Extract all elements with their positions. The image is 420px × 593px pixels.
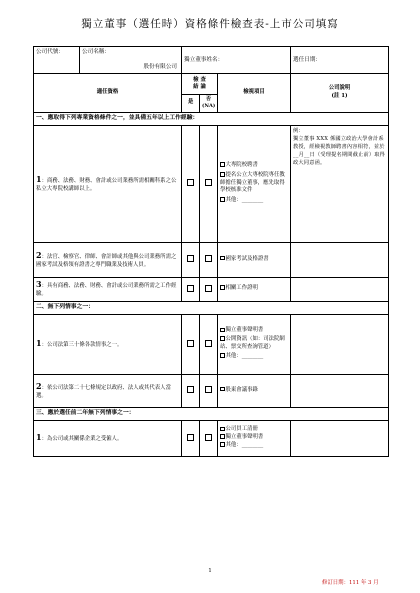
item-text: ：商務、法務、財務、會計或公司業務所需相關科系之公私立大專院校講師以上。 xyxy=(36,177,177,192)
doc-option[interactable]: 大專院校聘書 xyxy=(220,162,288,170)
company-note-cell[interactable]: 例： 獨立董事 XXX 係國立政治大學會計系教授，經檢視教師聘書內容相符，並於__月__日（受理提名期間截止前）取得政大同意函。 xyxy=(291,125,389,242)
qualification-text xyxy=(34,277,182,301)
yes-checkbox[interactable] xyxy=(182,420,200,456)
company-code-label: 公司代號： xyxy=(36,49,64,55)
section-title: 二、無下列情事之一： xyxy=(34,301,389,314)
director-name-label: 獨立董事姓名： xyxy=(184,56,224,63)
yes-header: 是 xyxy=(182,95,200,113)
company-note-cell[interactable] xyxy=(291,420,389,456)
qualification-text xyxy=(34,242,182,277)
no-checkbox[interactable] xyxy=(200,314,218,374)
item-number: 2 xyxy=(36,249,42,260)
yes-checkbox[interactable] xyxy=(182,277,200,301)
no-checkbox[interactable] xyxy=(200,242,218,277)
table-row xyxy=(34,314,389,374)
item-number: 1 xyxy=(36,432,42,443)
doc-option[interactable]: 其他：________ xyxy=(220,197,288,205)
revision-date: 修訂日期：111 年 3 月 xyxy=(322,580,379,586)
section-title: 一、應取得下列專業資格條件之一，並具備五年以上工作經驗： xyxy=(34,112,389,125)
review-result-header: 檢 查 結 論 xyxy=(182,74,218,95)
appointment-date-label: 選任日期： xyxy=(293,56,322,63)
qualification-header: 適任資格 xyxy=(34,74,182,113)
check-items xyxy=(218,242,291,277)
check-items xyxy=(218,277,291,301)
page-title: 獨立董事（選任時）資格條件檢查表-上市公司填寫 xyxy=(81,18,339,30)
section-title: 三、應於選任前二年無下列情事之一： xyxy=(34,407,389,420)
company-note-cell[interactable] xyxy=(291,314,389,374)
no-checkbox[interactable] xyxy=(200,420,218,456)
yes-checkbox[interactable] xyxy=(182,242,200,277)
appointment-date-field[interactable] xyxy=(291,47,389,74)
qualification-text xyxy=(34,374,182,407)
table-row xyxy=(34,374,389,407)
company-info-cell xyxy=(34,47,182,74)
doc-option[interactable]: 獨立董事聲明書 xyxy=(220,434,288,442)
doc-option[interactable]: 相關工作證明 xyxy=(220,285,288,293)
table-row xyxy=(34,125,389,242)
qualification-text xyxy=(34,420,182,456)
doc-option[interactable]: 獨立董事聲明書 xyxy=(220,327,288,335)
company-note-cell[interactable] xyxy=(291,242,389,277)
item-text: ：為公司或其關係企業之受僱人。 xyxy=(41,436,123,443)
item-text: ：公司法第三十條各款情事之一。 xyxy=(41,342,123,349)
no-na-header: 否(NA) xyxy=(200,95,218,113)
doc-option[interactable]: 提名公立大專校院專任教師擔任獨立董事，應先取得學校核准文件 xyxy=(220,171,285,194)
company-note-label: 公司說明 xyxy=(328,84,351,91)
item-text: ：具有商務、法務、財務、會計或公司業務所需之工作經驗。 xyxy=(36,283,177,297)
item-number: 1 xyxy=(36,173,42,184)
qualification-text xyxy=(34,125,182,242)
doc-option[interactable]: 其他：________ xyxy=(220,442,288,450)
check-items xyxy=(218,125,291,242)
item-number: 3 xyxy=(36,279,42,290)
table-row xyxy=(34,420,389,456)
no-checkbox[interactable] xyxy=(200,374,218,407)
doc-option[interactable]: 公開資訊（如：司法院網站、票交所查詢管道） xyxy=(220,336,285,350)
table-row xyxy=(34,242,389,277)
checklist-table xyxy=(33,46,389,457)
company-name-label: 公司名稱： xyxy=(82,49,110,55)
item-number: 2 xyxy=(36,380,42,391)
check-item-header: 檢視項目 xyxy=(218,74,291,113)
yes-checkbox[interactable] xyxy=(182,314,200,374)
item-number: 1 xyxy=(36,338,42,349)
page-number: 1 xyxy=(208,568,212,574)
doc-option[interactable]: 股東會議事錄 xyxy=(220,387,288,395)
check-items xyxy=(218,374,291,407)
company-note-cell[interactable] xyxy=(291,374,389,407)
note-hint: (註 1) xyxy=(331,92,348,99)
header-info-row xyxy=(34,47,389,74)
director-name-field[interactable] xyxy=(182,47,291,74)
item-text: ：依公司法第二十七條規定以政府、法人或其代表人當選。 xyxy=(36,384,171,399)
yes-checkbox[interactable] xyxy=(182,125,200,242)
company-name-suffix: 股份有限公司 xyxy=(143,63,178,70)
table-row xyxy=(34,277,389,301)
item-text: ：法官、檢察官、律師、會計師或其他與公司業務所需之國家考試及格領有證書之專門職業及技術人員。 xyxy=(36,253,177,268)
no-checkbox[interactable] xyxy=(200,125,218,242)
company-name-field[interactable] xyxy=(80,47,181,73)
doc-option[interactable]: 公司員工清冊 xyxy=(220,426,288,434)
company-note-header xyxy=(291,74,389,113)
yes-checkbox[interactable] xyxy=(182,374,200,407)
company-note-cell[interactable] xyxy=(291,277,389,301)
check-items xyxy=(218,420,291,456)
no-checkbox[interactable] xyxy=(200,277,218,301)
doc-option[interactable]: 國家考試及格證書 xyxy=(220,256,288,264)
check-items xyxy=(218,314,291,374)
qualification-text xyxy=(34,314,182,374)
company-code-field[interactable] xyxy=(34,47,80,73)
doc-option[interactable]: 其他：________ xyxy=(220,353,288,361)
